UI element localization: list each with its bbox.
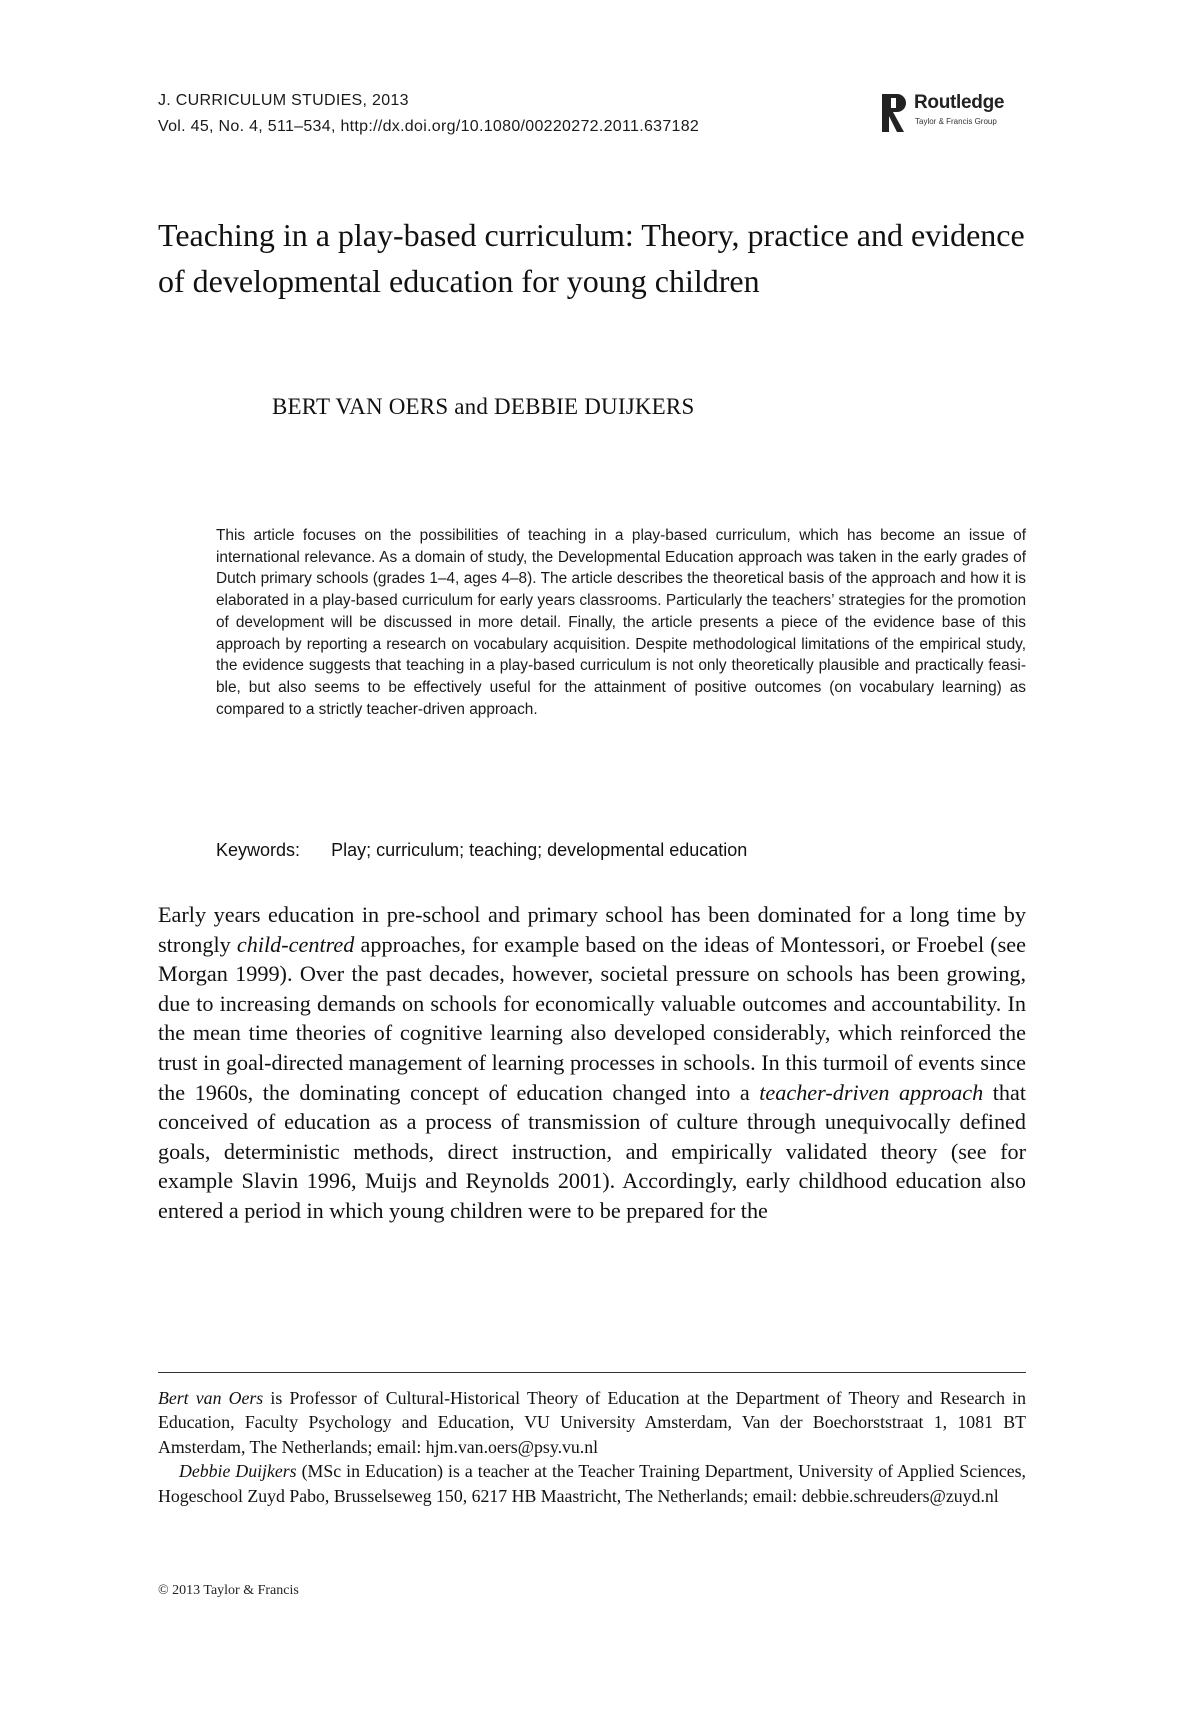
keywords-terms: Play; curriculum; teaching; developmental education — [331, 840, 748, 860]
body-emphasis-child-centred: child-centred — [236, 931, 355, 957]
running-header — [158, 88, 1038, 148]
publisher-logo — [882, 90, 1032, 134]
body-text-segment: that conceived of education as a process of transmission of culture through unequivocally defined goals, deterministic methods, direct instruction, and empirically validated theory (see for example Slavin 1996, Muijs and Reynolds 2001). Accordingly, early childhood education also entered a period in which young children were to be prepared for the — [158, 1079, 1026, 1223]
abstract: This article focuses on the possibilities of teaching in a play-based curriculum, which has become an issue of international relevance. As a domain of study, the Developmental Education approach was taken in the early grades of Dutch primary schools (grades 1–4, ages 4–8). The article describes the theoretical basis of the approach and how it is elaborated in a play-based curriculum for early years classrooms. Particularly the teachers’ strategies for the promotion of development will be discussed in more detail. Finally, the article presents a piece of the evidence base of this approach by reporting a research on vocabulary acquisition. Despite methodological limitations of the empirical study, the evidence suggests that teaching in a play-based curriculum is not only theoretically plausible and practically feasible, but also seems to be effectively useful for the attainment of positive outcomes (on vocabulary learning) as compared to a strictly teacher-driven approach. — [216, 527, 1026, 718]
footnote-author-2-name: Debbie Duijkers — [179, 1461, 297, 1482]
copyright-notice: © 2013 Taylor & Francis — [158, 1583, 299, 1598]
footnote-author-1-name: Bert van Oers — [158, 1388, 264, 1408]
footnote-author-1-text: is Professor of Cultural-Historical Theory of Education at the Department of Theory and Research in Education, Faculty Psychology and Education, VU University Amsterdam, Van der Boechorststraat 1, 1081 BT Amsterdam, The Netherlands; email: hjm.van.oers@psy.vu.nl — [158, 1388, 1026, 1457]
routledge-logo-icon — [882, 94, 908, 132]
publisher-group: Taylor & Francis Group — [915, 117, 997, 126]
journal-name: J. CURRICULUM STUDIES, 2013 — [158, 92, 409, 109]
body-emphasis-teacher-driven: teacher-driven approach — [759, 1079, 984, 1105]
footnote-divider — [158, 1372, 1026, 1373]
footnote-author-1 — [158, 1386, 1026, 1459]
author-footnotes — [158, 1386, 1026, 1508]
article-authors: BERT VAN OERS and DEBBIE DUIJKERS — [272, 394, 695, 419]
footnote-author-2-text: (MSc in Education) is a teacher at the Teacher Training Department, University of Applied Sciences, Hogeschool Zuyd Pabo, Brusselseweg 150, 6217 HB Maastricht, The Netherlands; email: debbie.schreuders@zuyd.nl — [158, 1461, 1026, 1506]
keywords — [216, 840, 1026, 861]
footnote-author-2 — [158, 1459, 1026, 1508]
keywords-label: Keywords: — [216, 840, 301, 860]
body-text-segment: approaches, for example based on the ideas of Montessori, or Froebel (see Morgan 1999). Over the past decades, however, societal pressure on schools has been growing, due to increasing demands on schools for economically valuable outcomes and accountability. In the mean time theories of cognitive learning also developed considerably, which reinforced the trust in goal-directed management of learning processes in schools. In this turmoil of events since the 1960s, the dominating concept of education changed into a — [158, 931, 1026, 1105]
publisher-name: Routledge — [914, 92, 1005, 113]
article-title: Teaching in a play-based curriculum: Theory, practice and evidence of developmental education for young children — [158, 217, 1025, 299]
body-text-segment: Early years education in pre-school and primary school has been dominated for a long time by strongly — [158, 902, 1026, 957]
citation-line: Vol. 45, No. 4, 511–534, http://dx.doi.org/10.1080/00220272.2011.637182 — [158, 118, 700, 135]
body-paragraph — [158, 900, 1026, 1226]
